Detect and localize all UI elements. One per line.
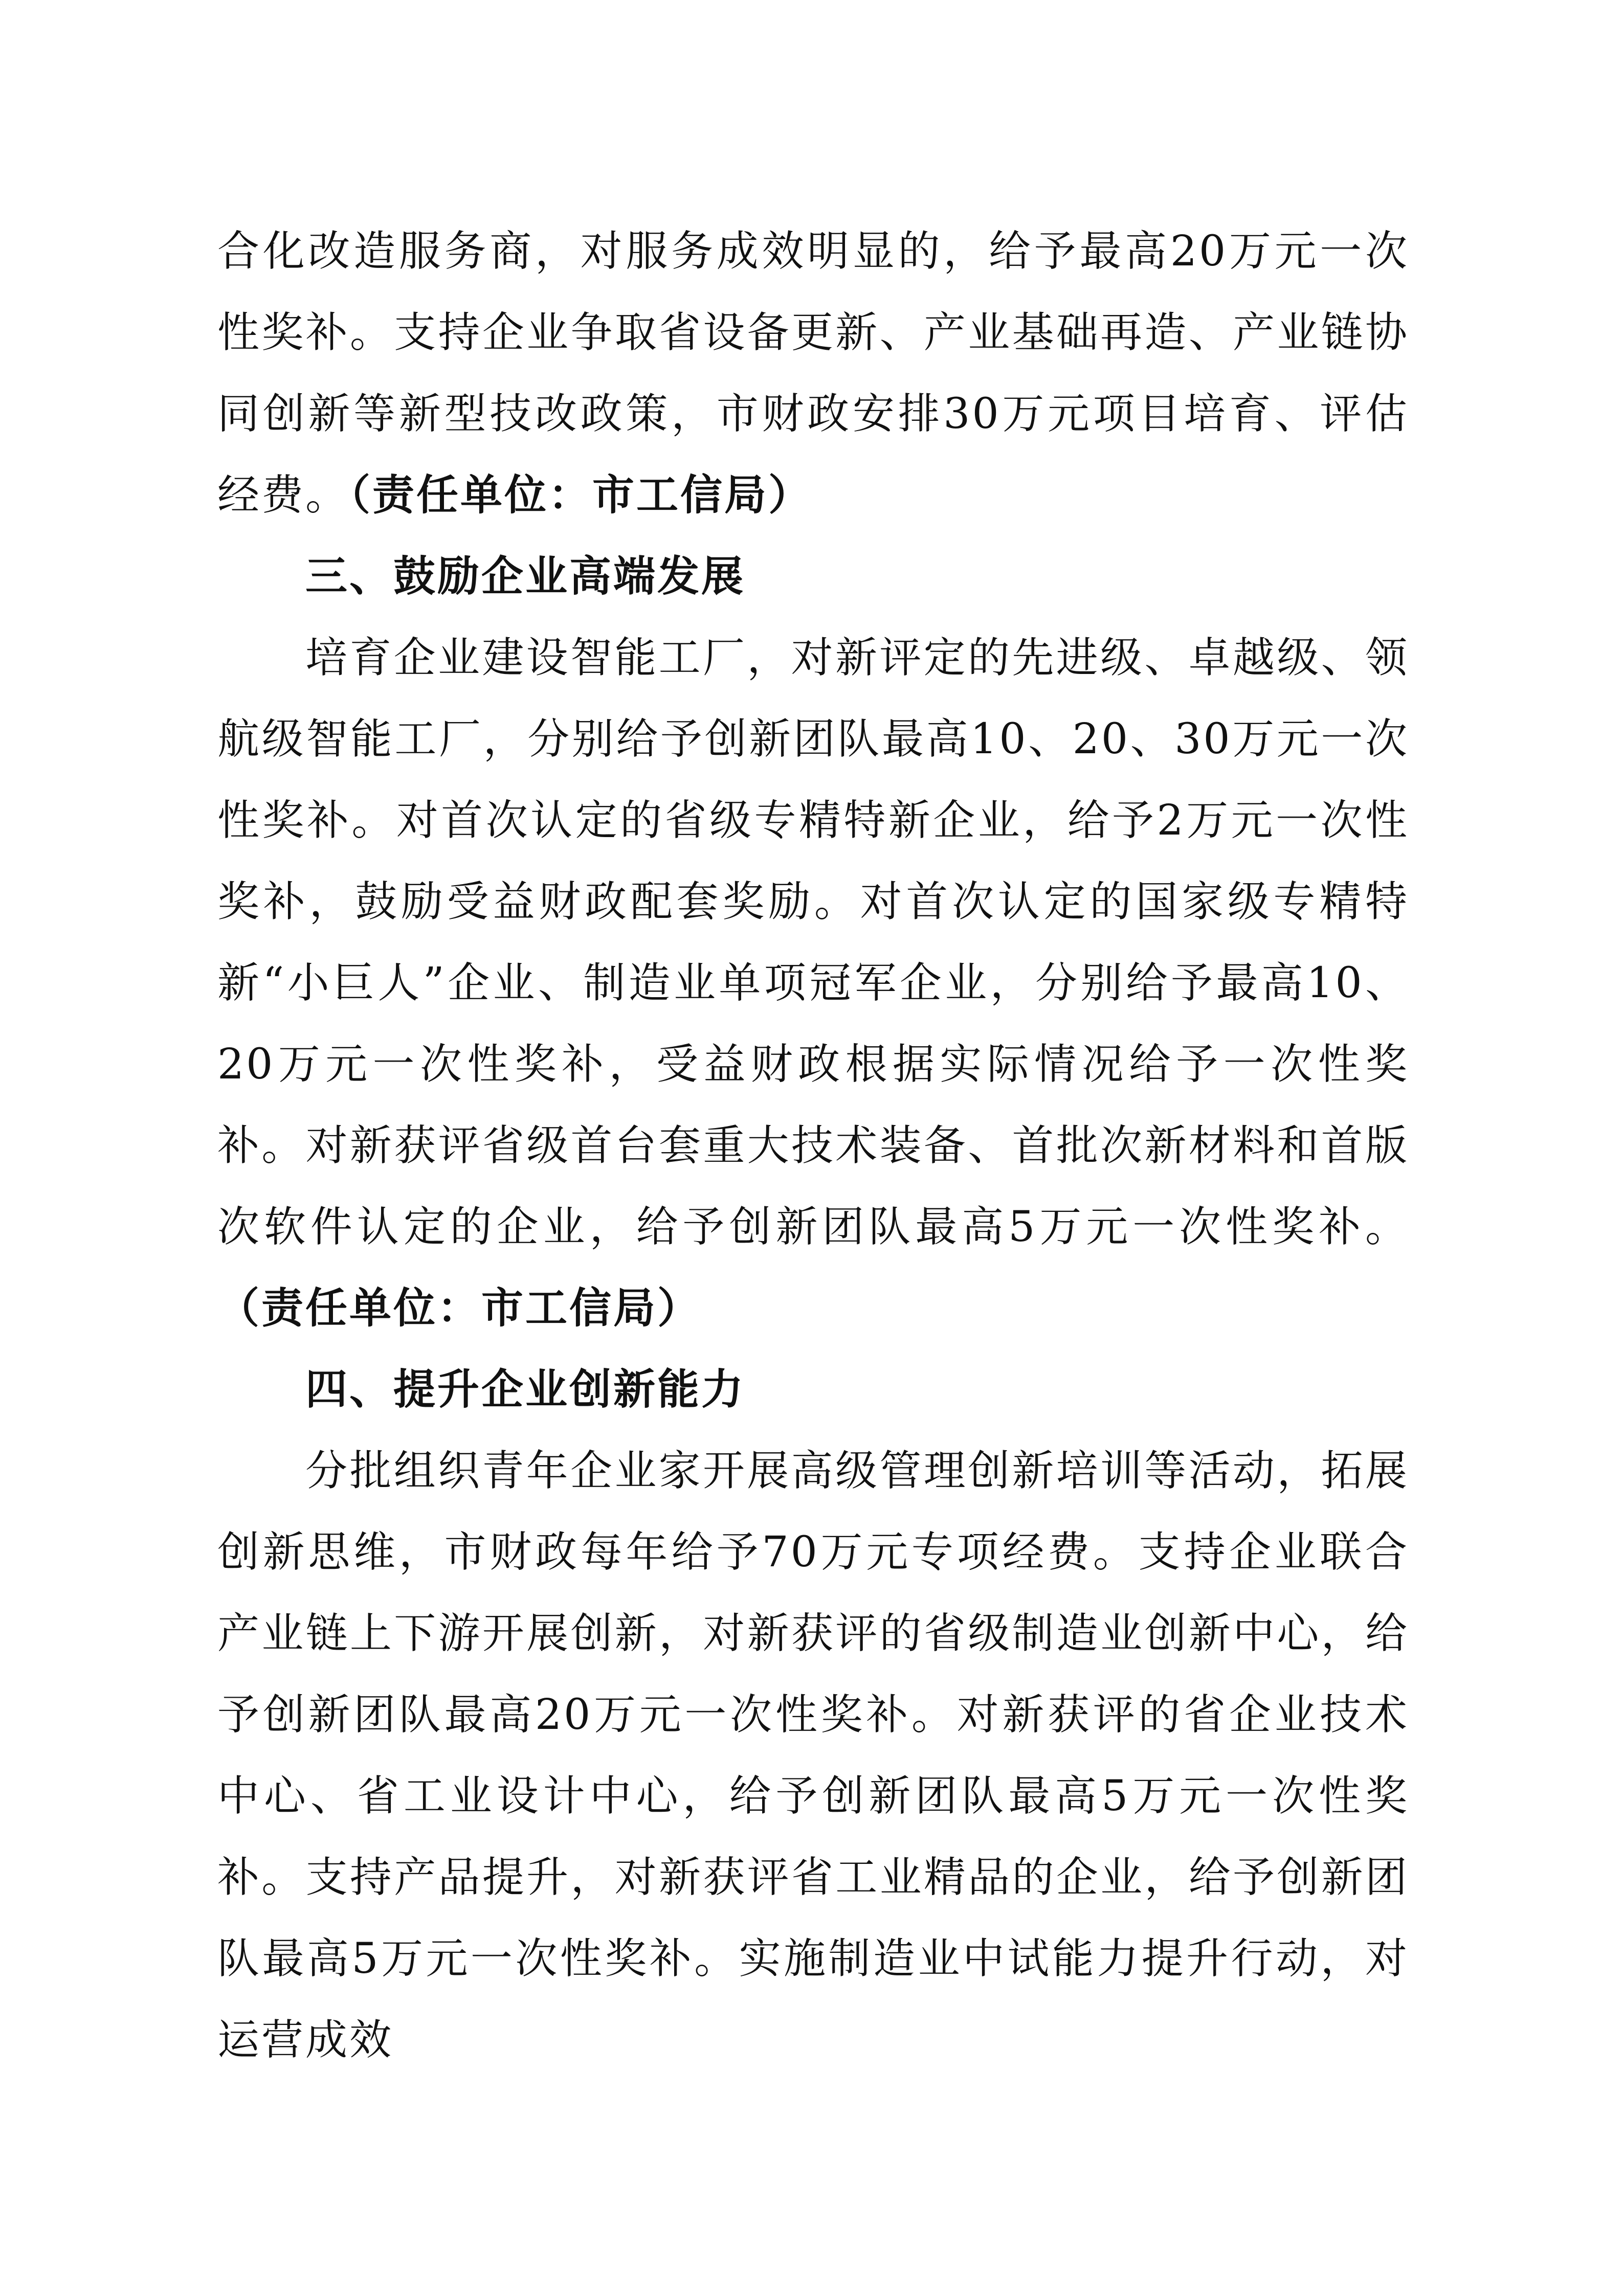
paragraph-section4 (217, 1430, 1409, 2081)
paragraph-text: 合化改造服务商，对服务成效明显的，给予最高20万元一次性奖补。支持企业争取省设备更新、产业基础再造、产业链协同创新等新型技改政策，市财政安排30万元项目培育、评估经费。 (217, 227, 1409, 520)
paragraph-text: 分批组织青年企业家开展高级管理创新培训等活动，拓展创新思维，市财政每年给予70万元专项经费。支持企业联合产业链上下游开展创新，对新获评的省级制造业创新中心，给予创新团队最高20万元一次性奖补。对新获评的省企业技术中心、省工业设计中心，给予创新团队最高5万元一次性奖补。支持产品提升，对新获评省工业精品的企业，给予创新团队最高5万元一次性奖补。实施制造业中试能力提升行动，对运营成效 (217, 1447, 1409, 2064)
document-body (217, 211, 1409, 2081)
responsible-unit: （责任单位：市工信局） (349, 471, 813, 520)
section-heading: 三、鼓励企业高端发展 (305, 552, 746, 601)
paragraph-continued (217, 211, 1409, 536)
paragraph-section3 (217, 617, 1409, 1349)
paragraph-text: 培育企业建设智能工厂，对新评定的先进级、卓越级、领航级智能工厂，分别给予创新团队最高10、20、30万元一次性奖补。对首次认定的省级专精特新企业，给予2万元一次性奖补，鼓励受益财政配套奖励。对首次认定的国家级专精特新“小巨人”企业、制造业单项冠军企业，分别给予最高10、20万元一次性奖补，受益财政根据实际情况给予一次性奖补。对新获评省级首台套重大技术装备、首批次新材料和首版次软件认定的企业，给予创新团队最高5万元一次性奖补。 (217, 634, 1409, 1251)
section-heading: 四、提升企业创新能力 (305, 1365, 746, 1414)
responsible-unit: （责任单位：市工信局） (217, 1284, 702, 1333)
